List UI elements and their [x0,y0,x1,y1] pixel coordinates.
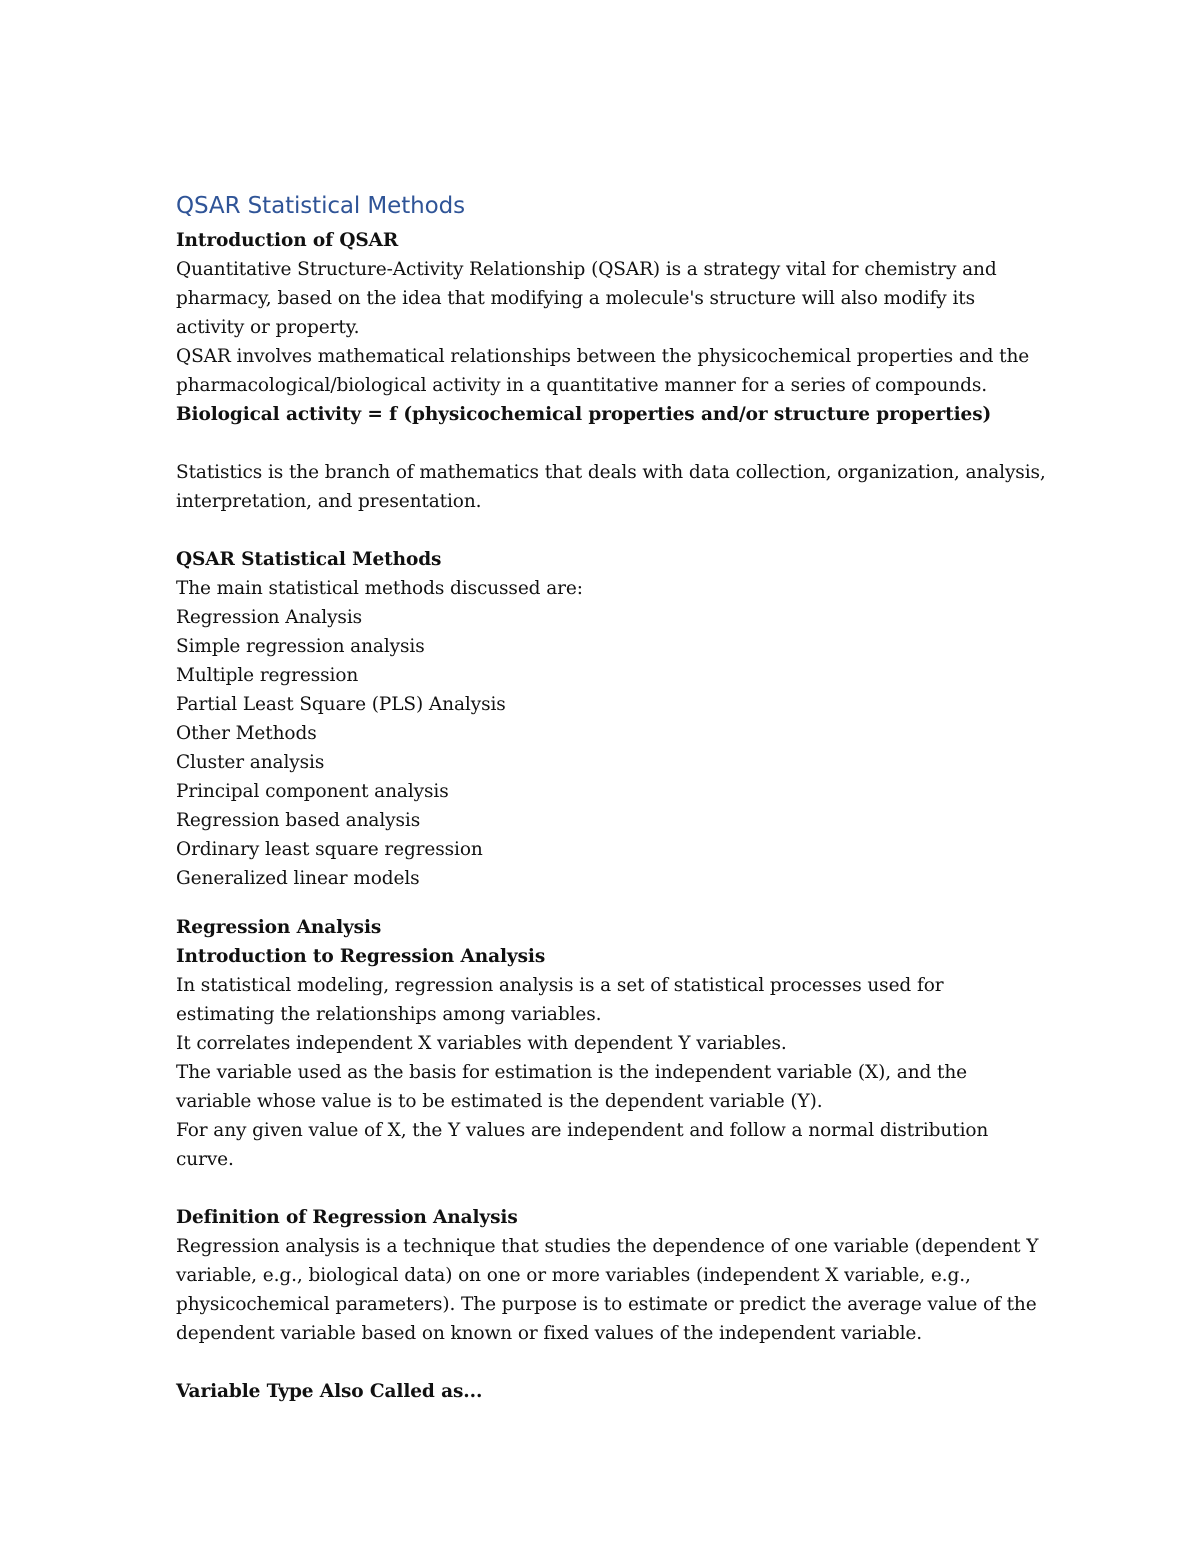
list-item: Principal component analysis [176,781,449,802]
list-item: Multiple regression [176,665,359,686]
list-item: Cluster analysis [176,752,325,773]
statistics-definition: Statistics is the branch of mathematics that deals with data collection, organization, analysis, interpretation, and presentation. [176,462,1046,512]
regression-paragraph-2: It correlates independent X variables with dependent Y variables. [176,1033,787,1054]
list-item: Other Methods [176,723,317,744]
document-body [176,186,1046,1406]
list-item: Regression Analysis [176,607,363,628]
intro-paragraph-2: QSAR involves mathematical relationships between the physicochemical properties and the pharmacological/biological activity in a quantitative manner for a series of compounds. [176,346,1030,396]
list-item: Simple regression analysis [176,636,425,657]
list-item: Regression based analysis [176,810,421,831]
spacer [176,1174,1046,1203]
regression-paragraph-3: The variable used as the basis for estimation is the independent variable (X), and the variable whose value is to be estimated is the dependent variable (Y). [176,1062,968,1112]
spacer [176,516,1046,545]
regression-paragraph-1: In statistical modeling, regression analysis is a set of statistical processes used for estimating the relationships among variables. [176,975,944,1025]
intro-paragraph-1: Quantitative Structure-Activity Relationship (QSAR) is a strategy vital for chemistry and pharmacy, based on the idea that modifying a molecule's structure will also modify its activity or property. [176,259,997,338]
list-item: Partial Least Square (PLS) Analysis [176,694,506,715]
spacer [176,893,1046,913]
methods-list [176,603,1046,893]
definition-heading: Definition of Regression Analysis [176,1207,518,1228]
regression-paragraph-4: For any given value of X, the Y values are independent and follow a normal distribution curve. [176,1120,989,1170]
methods-lead: The main statistical methods discussed are: [176,578,583,599]
document-title: QSAR Statistical Methods [176,193,465,219]
spacer [176,1348,1046,1377]
activity-formula: Biological activity = f (physicochemical properties and/or structure properties) [176,404,992,425]
methods-heading: QSAR Statistical Methods [176,549,442,570]
regression-heading: Regression Analysis [176,917,382,938]
intro-heading: Introduction of QSAR [176,230,399,251]
regression-subheading: Introduction to Regression Analysis [176,946,546,967]
list-item: Ordinary least square regression [176,839,483,860]
list-item: Generalized linear models [176,868,420,889]
variable-type-heading: Variable Type Also Called as... [176,1381,483,1402]
spacer [176,429,1046,458]
definition-paragraph: Regression analysis is a technique that studies the dependence of one variable (dependent Y variable, e.g., biological data) on one or more variables (independent X variable, e.g., physicochemical parameters). The purpose is to estimate or predict the average value of the dependent variable based on known or fixed values of the independent variable. [176,1236,1039,1344]
